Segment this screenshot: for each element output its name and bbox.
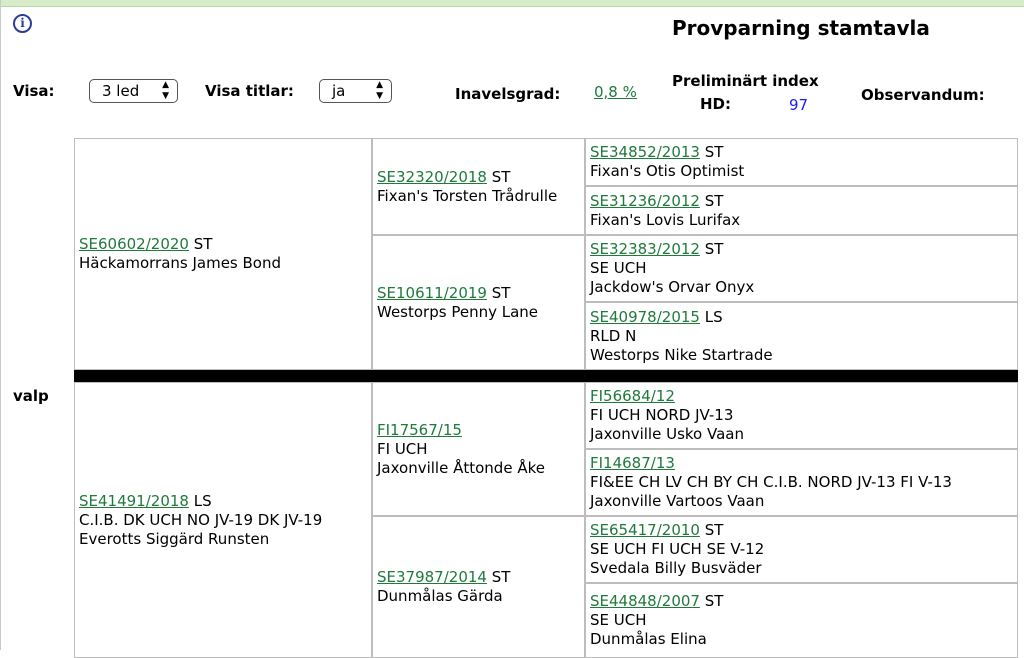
registration-link[interactable]: SE32320/2018 <box>377 167 487 186</box>
preliminart-index-label: Preliminärt index <box>672 72 819 90</box>
dog-titles: FI UCH <box>377 439 428 458</box>
registration-line <box>377 421 580 440</box>
pedigree-cell-dam-dam-sire <box>585 516 1018 583</box>
registration-link[interactable]: SE65417/2010 <box>590 521 700 539</box>
top-border <box>0 0 1024 7</box>
subject-label: valp <box>13 387 49 405</box>
registration-line <box>590 387 1013 406</box>
parent-separator <box>74 370 1018 382</box>
registration-link[interactable]: SE31236/2012 <box>590 191 700 210</box>
registration-line <box>377 284 580 303</box>
registration-link[interactable]: FI17567/15 <box>377 420 462 439</box>
pedigree-table <box>74 138 1018 658</box>
registration-link[interactable]: SE40978/2015 <box>590 307 700 326</box>
registration-line <box>590 454 1013 473</box>
registration-link[interactable]: SE41491/2018 <box>79 491 189 510</box>
visa-titlar-select-value: ja <box>332 82 346 100</box>
visa-titlar-label: Visa titlar: <box>205 82 294 100</box>
dog-titles: RLD N <box>590 326 637 345</box>
visa-select-value: 3 led <box>102 82 140 100</box>
observandum-label: Observandum: <box>861 86 985 104</box>
hd-index-value: 97 <box>789 96 809 114</box>
registration-line <box>377 568 580 587</box>
pedigree-cell-dam-sire-dam <box>585 449 1018 516</box>
pedigree-cell-sire-sire <box>372 138 585 235</box>
registry-suffix: ST <box>704 592 724 610</box>
pedigree-cell-sire-dam-dam <box>585 302 1018 370</box>
dog-name: Jackdow's Orvar Onyx <box>590 278 755 296</box>
pedigree-cell-sire <box>74 138 372 370</box>
registry-suffix: ST <box>491 283 511 302</box>
registration-link[interactable]: SE10611/2019 <box>377 283 487 302</box>
page-title: Provparning stamtavla <box>672 16 930 40</box>
registration-line <box>590 592 1013 611</box>
registry-suffix: ST <box>491 568 511 586</box>
registration-link[interactable]: FI14687/13 <box>590 454 675 472</box>
dog-name: Westorps Penny Lane <box>377 302 539 321</box>
select-arrows-icon: ▲ ▼ <box>162 80 169 101</box>
dog-name: Jaxonville Vartoos Vaan <box>590 492 765 510</box>
registration-line <box>590 521 1013 540</box>
registration-link[interactable]: SE44848/2007 <box>590 592 700 610</box>
registry-suffix: ST <box>704 521 724 539</box>
registration-line <box>79 492 367 511</box>
dog-name: Westorps Nike Startrade <box>590 345 773 364</box>
registration-link[interactable]: SE34852/2013 <box>590 143 700 161</box>
registration-line <box>590 192 1013 211</box>
pedigree-cell-dam-sire <box>372 382 585 516</box>
dog-titles: SE UCH FI UCH SE V-12 <box>590 540 765 558</box>
dog-name: Fixan's Lovis Lurifax <box>590 210 741 229</box>
dog-titles: SE UCH <box>590 259 647 277</box>
dog-titles: C.I.B. DK UCH NO JV-19 DK JV-19 <box>79 510 323 529</box>
pedigree-cell-sire-sire-sire <box>585 138 1018 186</box>
pedigree-cell-dam-dam <box>372 516 585 658</box>
registry-suffix: LS <box>704 307 723 326</box>
registration-line <box>79 235 367 254</box>
registry-suffix: ST <box>704 143 724 161</box>
visa-titlar-select[interactable] <box>319 79 392 103</box>
registration-line <box>590 240 1013 259</box>
visa-label: Visa: <box>13 82 55 100</box>
pedigree-cell-dam-dam-dam <box>585 583 1018 658</box>
registration-line <box>590 308 1013 327</box>
pedigree-cell-dam <box>74 382 372 658</box>
pedigree-cell-dam-sire-sire <box>585 382 1018 449</box>
dog-titles: FI&EE CH LV CH BY CH C.I.B. NORD JV-13 FI V-13 <box>590 473 952 491</box>
info-icon[interactable]: i <box>13 14 32 33</box>
dog-name: Jaxonville Åttonde Åke <box>377 458 545 477</box>
dog-name: Fixan's Otis Optimist <box>590 162 745 180</box>
inavelsgrad-label: Inavelsgrad: <box>455 85 561 103</box>
dog-name: Häckamorrans James Bond <box>79 254 282 272</box>
registration-link[interactable]: SE60602/2020 <box>79 235 189 253</box>
registration-line <box>590 143 1013 162</box>
left-border <box>0 0 1 650</box>
pedigree-cell-sire-dam-sire <box>585 235 1018 302</box>
select-arrows-icon: ▲ ▼ <box>376 80 383 101</box>
hd-label: HD: <box>700 95 732 113</box>
dog-name: Dunmålas Elina <box>590 630 707 648</box>
dog-name: Everotts Siggärd Runsten <box>79 529 270 548</box>
dog-name: Svedala Billy Busväder <box>590 559 762 577</box>
registry-suffix: LS <box>193 491 212 510</box>
dog-titles: SE UCH <box>590 611 647 629</box>
registration-link[interactable]: SE37987/2014 <box>377 568 487 586</box>
inavelsgrad-link[interactable]: 0,8 % <box>594 83 637 101</box>
registry-suffix: ST <box>704 191 724 210</box>
registration-line <box>377 168 580 187</box>
registration-link[interactable]: FI56684/12 <box>590 387 675 405</box>
registry-suffix: ST <box>491 167 511 186</box>
dog-titles: FI UCH NORD JV-13 <box>590 406 734 424</box>
registry-suffix: ST <box>193 235 213 253</box>
dog-name: Dunmålas Gärda <box>377 587 503 605</box>
dog-name: Fixan's Torsten Trådrulle <box>377 186 558 205</box>
pedigree-cell-sire-dam <box>372 235 585 370</box>
registry-suffix: ST <box>704 240 724 258</box>
registration-link[interactable]: SE32383/2012 <box>590 240 700 258</box>
visa-select[interactable] <box>89 79 178 103</box>
dog-name: Jaxonville Usko Vaan <box>590 425 744 443</box>
pedigree-cell-sire-sire-dam <box>585 186 1018 235</box>
